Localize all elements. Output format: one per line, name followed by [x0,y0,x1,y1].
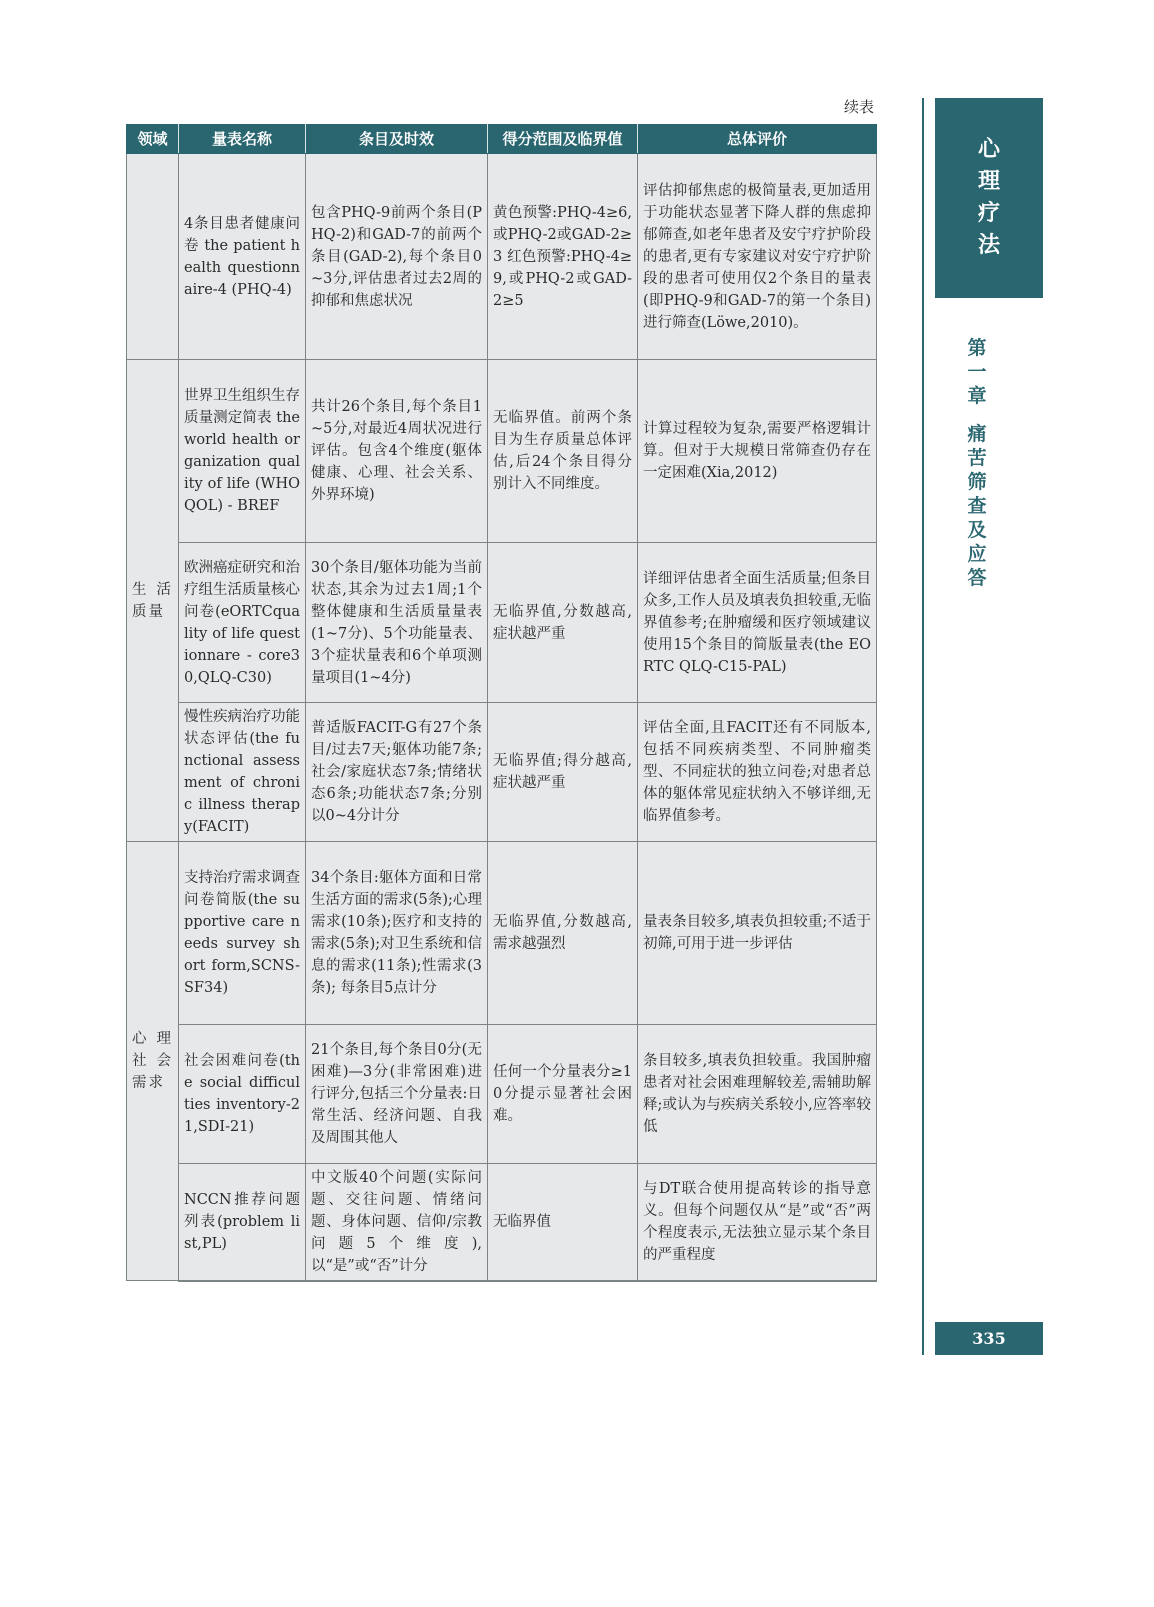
items-cell: 普适版FACIT-G有27个条目/过去7天;躯体功能7条;社会/家庭状态7条;情绪状态6条;功能状态7条;分别以0~4分计分 [306,703,488,842]
chapter-char: 苦 [967,447,987,469]
side-rule [922,98,924,1355]
chapter-char: 第 [967,337,987,359]
score-cell: 无临界值 [488,1164,638,1281]
table-row [127,703,877,842]
continued-label: 续表 [843,98,874,116]
items-cell: 包含PHQ-9前两个条目(PHQ-2)和GAD-7的前两个条目(GAD-2),每个条目0~3分,评估患者过去2周的抑郁和焦虑状况 [306,154,488,360]
evaluation-cell: 评估抑郁焦虑的极简量表,更加适用于功能状态显著下降人群的焦虑抑郁筛查,如老年患者及安宁疗护阶段的患者,更有专家建议对安宁疗护阶段的患者可使用仅2个条目的量表(即PHQ-9和GAD-7的第一个条目)进行筛查(Löwe,2010)。 [638,154,877,360]
table-header-row [127,125,877,154]
chapter-char: 痛 [967,423,987,445]
chapter-char: 及 [967,519,987,541]
evaluation-cell: 量表条目较多,填表负担较重;不适于初筛,可用于进一步评估 [638,842,877,1025]
header-scale-name: 量表名称 [179,125,306,154]
scale-table [126,124,877,1282]
score-cell: 无临界值,分数越高,需求越强烈 [488,842,638,1025]
table-row [127,543,877,703]
score-cell: 无临界值。前两个条目为生存质量总体评估,后24个条目得分别计入不同维度。 [488,360,638,543]
header-score: 得分范围及临界值 [488,125,638,154]
section-title-block [935,98,1043,298]
header-items: 条目及时效 [306,125,488,154]
evaluation-cell: 与DT联合使用提高转诊的指导意义。但每个问题仅从“是”或“否”两个程度表示,无法独立显示某个条目的严重程度 [638,1164,877,1281]
items-cell: 34个条目:躯体方面和日常生活方面的需求(5条);心理需求(10条);医疗和支持的需求(5条);对卫生系统和信息的需求(11条);性需求(3条); 每条目5点计分 [306,842,488,1025]
scale-name-cell: 世界卫生组织生存质量测定简表 the world health organization quality of life (WHOQOL) - BREF [179,360,306,543]
scale-name-cell: 社会困难问卷(the social difficulties inventory-21,SDI-21) [179,1025,306,1164]
chapter-char: 应 [967,543,987,565]
page-number: 335 [935,1322,1043,1355]
table-row [127,842,877,1025]
table-row [127,360,877,543]
evaluation-cell: 详细评估患者全面生活质量;但条目众多,工作人员及填表负担较重,无临界值参考;在肿瘤缓和医疗领域建议使用15个条目的简版量表(the EORTC QLQ-C15-PAL) [638,543,877,703]
chapter-gap [962,408,992,422]
evaluation-cell: 计算过程较为复杂,需要严格逻辑计算。但对于大规模日常筛查仍存在一定困难(Xia,2012) [638,360,877,543]
score-cell: 无临界值;得分越高,症状越严重 [488,703,638,842]
chapter-char: 章 [967,385,987,407]
header-evaluation: 总体评价 [638,125,877,154]
chapter-char: 查 [967,495,987,517]
items-cell: 共计26个条目,每个条目1~5分,对最近4周状况进行评估。包含4个维度(躯体健康、心理、社会关系、外界环境) [306,360,488,543]
scale-name-cell: 4条目患者健康问卷 the patient health questionnaire-4 (PHQ-4) [179,154,306,360]
section-title-char: 心 [977,137,1000,162]
section-title-char: 疗 [977,201,1000,226]
section-title-char: 理 [977,169,1000,194]
header-domain: 领域 [127,125,179,154]
scale-name-cell: 支持治疗需求调查问卷简版(the supportive care needs survey short form,SCNS-SF34) [179,842,306,1025]
domain-cell: 心理社会需求 [127,842,179,1281]
scale-name-cell: 慢性疾病治疗功能状态评估(the functional assessment of chronic illness therapy(FACIT) [179,703,306,842]
table-row [127,1164,877,1281]
chapter-char: 一 [967,361,987,383]
scale-name-cell: NCCN推荐问题列表(problem list,PL) [179,1164,306,1281]
score-cell: 黄色预警:PHQ-4≥6,或PHQ-2或GAD-2≥3 红色预警:PHQ-4≥9,或PHQ-2或GAD-2≥5 [488,154,638,360]
chapter-label [962,336,992,590]
domain-cell [127,154,179,360]
section-title-char: 法 [977,233,1000,258]
items-cell: 中文版40个问题(实际问题、交往问题、情绪问题、身体问题、信仰/宗教问题5个维度),以“是”或“否”计分 [306,1164,488,1281]
table-row [127,154,877,360]
score-cell: 无临界值,分数越高,症状越严重 [488,543,638,703]
evaluation-cell: 条目较多,填表负担较重。我国肿瘤患者对社会困难理解较差,需辅助解释;或认为与疾病关系较小,应答率较低 [638,1025,877,1164]
scale-name-cell: 欧洲癌症研究和治疗组生活质量核心问卷(eORTCquality of life questionnare - core30,QLQ-C30) [179,543,306,703]
domain-cell: 生活质量 [127,360,179,842]
table-row [127,1025,877,1164]
chapter-char: 筛 [967,471,987,493]
items-cell: 30个条目/躯体功能为当前状态,其余为过去1周;1个整体健康和生活质量量表(1~7分)、5个功能量表、3个症状量表和6个单项测量项目(1~4分) [306,543,488,703]
score-cell: 任何一个分量表分≥10分提示显著社会困难。 [488,1025,638,1164]
chapter-char: 答 [967,567,987,589]
items-cell: 21个条目,每个条目0分(无困难)—3分(非常困难)进行评分,包括三个分量表:日常生活、经济问题、自我及周围其他人 [306,1025,488,1164]
evaluation-cell: 评估全面,且FACIT还有不同版本,包括不同疾病类型、不同肿瘤类型、不同症状的独立问卷;对患者总体的躯体常见症状纳入不够详细,无临界值参考。 [638,703,877,842]
